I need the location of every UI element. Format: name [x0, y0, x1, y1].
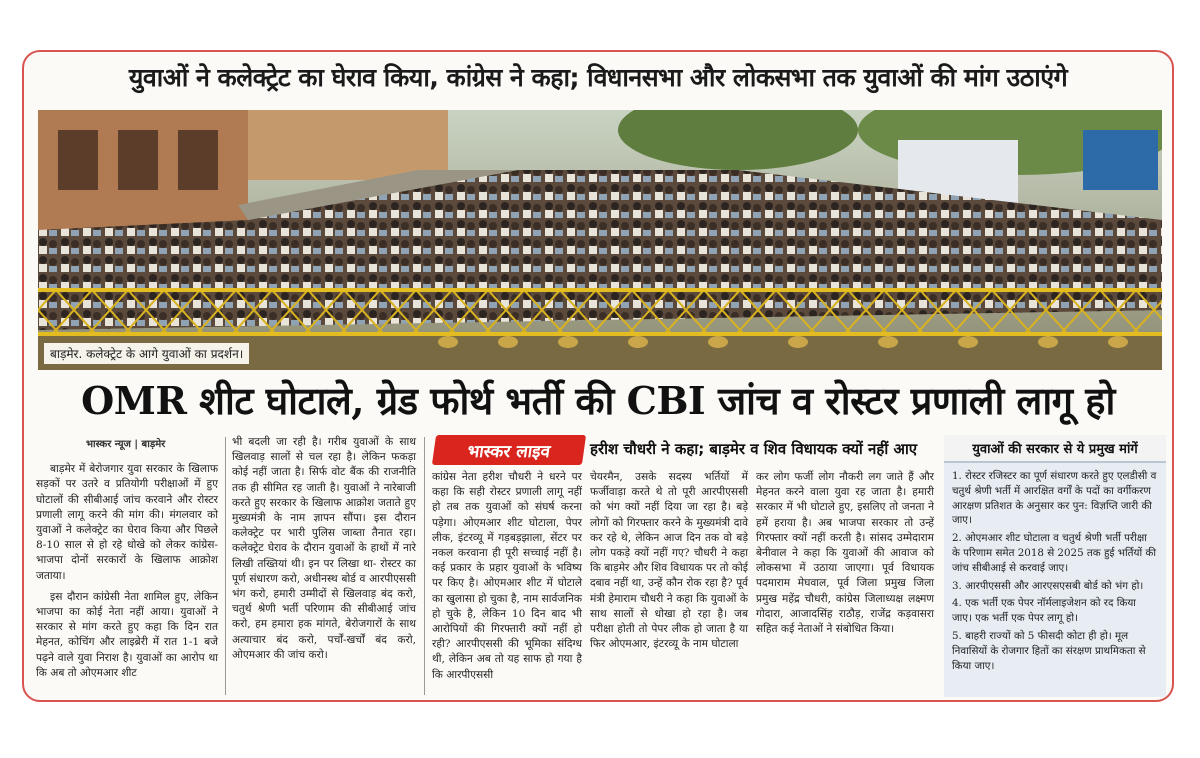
article-column-1 — [36, 437, 218, 687]
article-paragraph: बाड़मेर में बेरोजगार युवा सरकार के खिलाफ सड़कों पर उतरे व प्रतियोगी परीक्षाओं में हुए घोटालों की सीबीआई जांच करवाने और रोस्टर प्रणाली लागू करने की मांग की। मंगलवार को युवाओं ने कलेक्ट्रेट का घेराव किया और पिछले 8-10 साल से हो रहे धोखे को लेकर कांग्रेस-भाजपा दोनों सरकारों के खिलाफ आक्रोश जताया। — [36, 463, 218, 582]
demands-box-title: युवाओं की सरकार से ये प्रमुख मांगें — [944, 435, 1166, 463]
demand-item: 3. आरपीएससी और आरएसएसबी बोर्ड को भंग हो। — [952, 579, 1144, 592]
article-paragraph: कर लोग फर्जी लोग नौकरी लग जाते हैं और मेहनत करने वाला युवा रह जाता है। हमारी सरकार में भी घोटाले हुए, इसलिए तो जनता ने हमें हराया है। अब भाजपा सरकार तो उन्हें गिरफ्तार क्यों नहीं करती है। सांसद उम्मेदाराम बेनीवाल ने कहा कि युवाओं की आवाज को लोकसभा में उठाया जाएगा। पूर्व विधायक पदमाराम मेघवाल, पूर्व जिला प्रमुख जिला प्रमुख महेंद्र चौधरी, कांग्रेस जिलाध्यक्ष लक्ष्मण गोदारा, आजादसिंह राठौड़, राजेंद्र कड़वासरा सहित कई नेताओं ने संबोधित किया। — [756, 471, 934, 636]
article-paragraph: कांग्रेस नेता हरीश चौधरी ने धरने पर कहा कि सही रोस्टर प्रणाली लागू नहीं हो तब तक युवाओं को संघर्ष करना पड़ेगा। ओएमआर शीट घोटाला, पेपर लीक, इंटरव्यू में गड़बड़झाला, सेंटर पर नकल करवाना ही पूरी सच्चाई नहीं है। कई प्रकार के प्रहार युवाओं के भविष्य पर किए है। ओएमआर शीट में घोटाले का खुलासा हो चुका है, नाम सार्वजनिक हो चुके है, लेकिन 10 दिन बाद भी आरोपियों की गिरफ्तारी क्यों नहीं हो रही? आरपीएससी की भूमिका संदिग्ध थी, लेकिन अब तो यह साफ हो गया है कि आरपीएससी — [432, 471, 582, 681]
article-column-3 — [432, 470, 582, 689]
photo-caption: बाड़मेर. कलेक्ट्रेट के आगे युवाओं का प्रदर्शन। — [44, 343, 249, 364]
article-paragraph: भी बदली जा रही है। गरीब युवाओं के साथ खिलवाड़ सालों से चल रहा है। लेकिन फकड़ा कोई नहीं जाता है। सिर्फ वोट बैंक की राजनीति तक ही सीमित रह जाती है। युवाओं ने नारेबाजी करते हुए सरकार के खिलाफ आक्रोश जताते हुए मुख्यमंत्री के नाम ज्ञापन सौंपा। इस दौरान कलेक्ट्रेट पर भारी पुलिस जाब्ता तैनात रहा। कलेक्ट्रेट घेराव के दौरान युवाओं के हाथों में नारे लिखी तख्तियां थी। इन पर लिखा था- रोस्टर का पूर्ण संधारण करो, अधीनस्थ बोर्ड व आरपीएससी भंग करो, हमारी उम्मीदों से खिलवाड़ बंद करो, चतुर्थ श्रेणी भर्ती परिणाम की सीबीआई जांच करो, हम हमारा हक मांगते, बेरोजगारों के साथ अत्याचार बंद करो, पर्चों-खर्चों बंद करो, ओएमआर की जांच करो। — [232, 436, 416, 661]
protest-photo — [38, 110, 1162, 370]
bhaskar-live-badge: भास्कर लाइव — [432, 435, 586, 465]
article-paragraph: चेयरमैन, उसके सदस्य भर्तियों में फर्जीवाड़ा करते थे तो पूरी आरपीएससी को भंग क्यों नहीं दिया जा रहा है। बड़े लोगों को गिरफ्तार करने के मुख्यमंत्री दावे कर रहे थे, लेकिन आज दिन तक वो बड़े लोग पकड़े क्यों नहीं गए? चौधरी ने कहा कि बाड़मेर और शिव विधायक पर तो कोई दबाव नहीं था, उन्हें कौन रोक रहा है? पूर्व मंत्री हेमाराम चौधरी ने कहा कि युवाओं के साथ सालों से धोखा हो रहा है। जब परीक्षा होती तो पेपर लीक हो जाता है या फिर ओएमआर, इंटरव्यू के नाम घोटाला — [590, 471, 748, 651]
demand-item: 1. रोस्टर रजिस्टर का पूर्ण संधारण करते हुए एलडीसी व चतुर्थ श्रेणी भर्ती में आरक्षित वर्गों के पदों का वर्गीकरण आरक्षण प्रतिशत के अनुसार कर पुन: विज्ञप्ति जारी की जाए। — [952, 470, 1157, 527]
article-paragraph: इस दौरान कांग्रेसी नेता शामिल हुए, लेकिन भाजपा का कोई नेता नहीं आया। युवाओं ने सरकार से मांग करते हुए कहा कि दिन रात मेहनत, कोचिंग और लाइब्रेरी में रात 1-1 बजे पढ़ने वाले युवा निराश है। युवाओं का आरोप था कि अब तो ओएमआर शीट — [36, 590, 218, 679]
top-headline: युवाओं ने कलेक्ट्रेट का घेराव किया, कांग्रेस ने कहा; विधानसभा और लोकसभा तक युवाओं की मांग उठाएंगे — [128, 63, 1068, 92]
demands-list — [944, 463, 1166, 673]
column-divider — [424, 437, 425, 695]
article-column-5 — [756, 470, 934, 643]
column-divider — [225, 437, 226, 695]
demand-item: 5. बाहरी राज्यों को 5 फीसदी कोटा ही हो। मूल निवासियों के रोजगार हितों का संरक्षण प्राथमिकता से किया जाए। — [952, 629, 1146, 672]
sub-headline: हरीश चौधरी ने कहा; बाड़मेर व शिव विधायक क्यों नहीं आए — [590, 440, 918, 458]
byline: भास्कर न्यूज | बाड़मेर — [86, 439, 166, 450]
newspaper-clipping — [22, 50, 1174, 702]
demands-box — [944, 435, 1166, 697]
demand-item: 4. एक भर्ती एक पेपर नॉर्मलाइजेशन को रद किया जाए। एक भर्ती एक पेपर लागू हो। — [952, 597, 1136, 625]
demand-item: 2. ओएमआर शीट घोटाला व चतुर्थ श्रेणी भर्ती परीक्षा के परिणाम समेत 2018 से 2025 तक हुई भर्तियों की जांच सीबीआई से करवाई जाए। — [952, 532, 1157, 574]
protest-photo-illustration — [38, 110, 1162, 370]
article-column-2 — [232, 435, 416, 669]
article-column-4 — [590, 470, 748, 658]
main-headline: OMR शीट घोटाले, ग्रेड फोर्थ भर्ती की CBI जांच व रोस्टर प्रणाली लागू हो — [81, 378, 1115, 423]
